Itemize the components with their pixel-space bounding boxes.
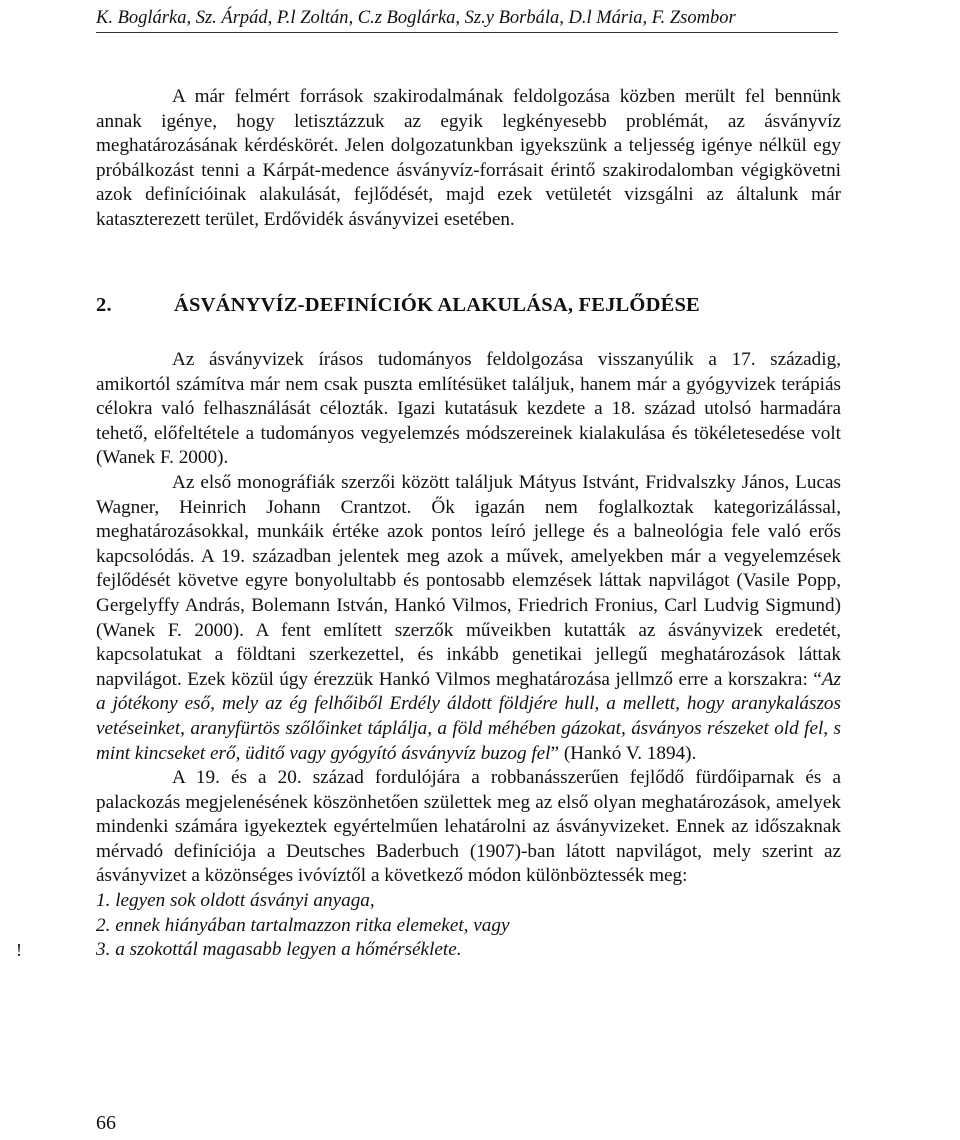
page-number: 66 <box>96 1112 116 1134</box>
body-paragraph-3: A 19. és a 20. század fordulójára a robbanásszerűen fejlődő fürdőiparnak és a palackozás megjelenésének köszönhetően születtek meg az első olyan meghatározások, amelyek mindenki számára igyekeztek egyértelműen lehatárolni az ásványvizeket. Ennek az időszaknak mérvadó definíciója a Deutsches Baderbuch (1907)-ban látott napvilágot, mely szerint az ásványvizet a közönséges ivóvíztől a következő módon különböztessék meg: <box>96 767 841 887</box>
section-number: 2. <box>96 294 112 316</box>
margin-mark: ! <box>16 940 22 960</box>
section-heading <box>96 294 841 317</box>
running-head: K. Boglárka, Sz. Árpád, P.l Zoltán, C.z Boglárka, Sz.y Borbála, D.l Mária, F. Zsombor <box>96 8 838 33</box>
paragraph-2-text: Az első monográfiák szerzői között találjuk Mátyus Istvánt, Fridvalszky János, Lucas Wagner, Heinrich Johann Crantzot. Ők igazán nem foglalkoztak kategorizálással, meghatározásokkal, munkáik értéke azok pontos leíró jellege és a balneológia fele való erős kapcsolódás. A 19. században jelentek meg azok a művek, amelyekben már a vegyelemzések fejlődését követve egyre bonyolultabb és pontosabb elemzések láttak napvilágot (Vasile Popp, Gergelyffy András, Bolemann István, Hankó Vilmos, Friedrich Fronius, Carl Ludvig Sigmund) (Wanek F. 2000). A fent említett szerzők műveikben kutatták az ásványvizek eredetét, kapcsolatukat a földtani szerkezettel, és inkább genetikai jellegű meghatározások láttak napvilágot. Ezek közül úgy érezzük Hankó Vilmos meghatározása jellmző erre a korszakra: “ <box>96 471 841 690</box>
body-paragraph-2 <box>96 471 841 766</box>
intro-section <box>96 85 841 233</box>
body-paragraph-1: Az ásványvizek írásos tudományos feldolgozása visszanyúlik a 17. századig, amikortól számítva már nem csak puszta említésüket találjuk, hanem már a gyógyvizek terápiás célokra való felhasználását célozták. Igazi kutatásuk kezdete a 18. század utolsó harmadára tehető, előfeltétele a tudományos vegyelemzés módszereinek kialakulása és tökéletesedése volt (Wanek F. 2000). <box>96 349 841 469</box>
criteria-list <box>96 889 841 963</box>
list-item: 1. legyen sok oldott ásványi anyaga, <box>96 890 375 912</box>
section-title: ÁSVÁNYVÍZ-DEFINÍCIÓK ALAKULÁSA, FEJLŐDÉSE <box>174 294 700 316</box>
section-body <box>96 348 841 963</box>
hanko-quote: Az a jótékony eső, mely az ég felhőiből Erdély áldott földjére hull, a mellett, hogy aranykalászos vetéseinket, aranyfürtös szőlőinket táplálja, a föld méhében gázokat, ásványos részeket old fel, s mint kincseket erő, üditő vagy gyógyító ásványvíz buzog fel <box>96 668 841 764</box>
list-item: 3. a szokottál magasabb legyen a hőmérséklete. <box>96 939 462 961</box>
intro-paragraph: A már felmért források szakirodalmának feldolgozása közben merült fel bennünk annak igénye, hogy letisztázzuk az egyik legkényesebb problémát, az ásványvíz meghatározásának kérdéskörét. Jelen dolgozatunkban igyekszünk a teljesség igénye nélkül egy próbálkozást tenni a Kárpát-medence ásványvíz-forrásait érintő szakirodalomban végigkövetni azok definícióinak alakulását, fejlődését, majd ezek vetületét vizsgálni az általunk már kataszterezett terület, Erdővidék ásványvizei esetében. <box>96 86 841 230</box>
paragraph-2-citation: ” (Hankó V. 1894). <box>550 742 697 764</box>
list-item: 2. ennek hiányában tartalmazzon ritka elemeket, vagy <box>96 914 510 936</box>
